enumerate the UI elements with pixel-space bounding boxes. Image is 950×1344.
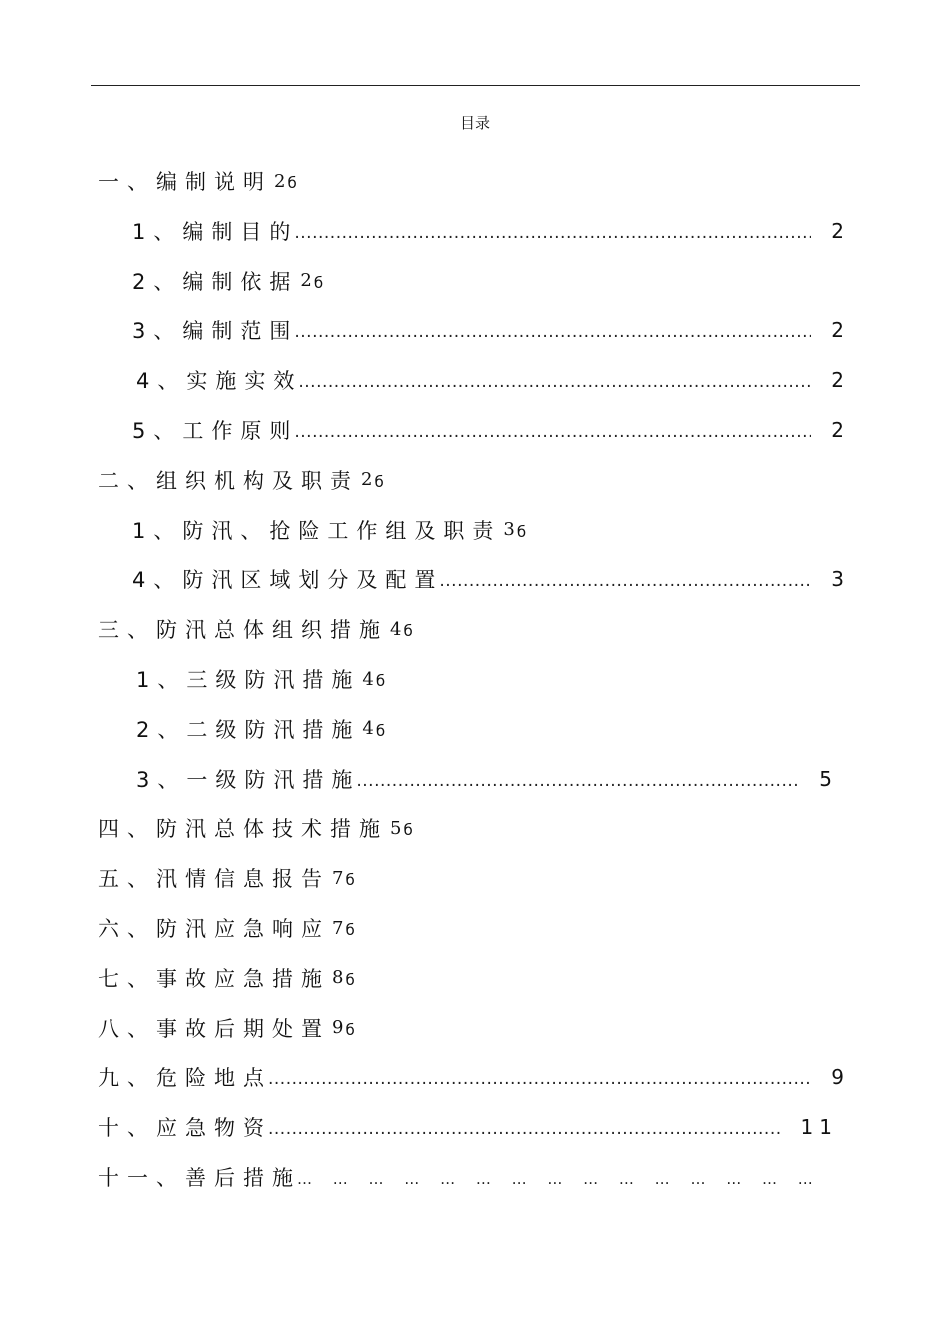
toc-entry[interactable] xyxy=(0,803,950,853)
toc-entry-label: 1、三级防汛措施 xyxy=(136,668,361,692)
toc-entry[interactable] xyxy=(0,355,850,405)
toc-entry[interactable] xyxy=(0,853,950,903)
toc-entry-page: 2 xyxy=(361,469,375,491)
toc-entry-label: 3、编制范围 xyxy=(132,319,299,344)
toc-entry-label: 十、应急物资 xyxy=(98,1116,272,1141)
toc-entry-page: 3 xyxy=(831,567,850,592)
toc-entry-page: 5 xyxy=(390,817,404,839)
paragraph-mark-icon: б xyxy=(375,721,394,740)
toc-entry[interactable] xyxy=(0,1052,850,1102)
toc-entry[interactable] xyxy=(0,156,950,206)
toc-entry-page: 9 xyxy=(831,1065,850,1090)
toc-entry-page: 2 xyxy=(831,218,850,243)
toc-entry-label: 2、二级防汛措施 xyxy=(136,717,361,742)
paragraph-mark-icon: б xyxy=(287,174,305,192)
toc-entry[interactable] xyxy=(0,704,950,754)
toc-entry-label: 3、一级防汛措施 xyxy=(136,767,361,792)
paragraph-mark-icon: б xyxy=(516,522,535,541)
toc-entry-page: 4 xyxy=(390,618,404,640)
toc-entry-label: 十一、善后措施 xyxy=(98,1166,301,1190)
toc-entry-label: 九、危险地点 xyxy=(98,1066,272,1091)
toc-entry-leader xyxy=(298,372,811,392)
toc-entry-page: 3 xyxy=(503,519,517,541)
toc-entry-page: 9 xyxy=(332,1017,346,1039)
toc-entry-leader xyxy=(268,1069,811,1089)
paragraph-mark-icon: б xyxy=(403,821,421,840)
toc-entry-label: 五、汛情信息报告 xyxy=(98,867,330,892)
toc-entry-page: 7 xyxy=(332,867,346,889)
toc-entry-page: 2 xyxy=(831,418,850,442)
toc-entry-page: 2 xyxy=(300,270,314,292)
toc-entry-page: 2 xyxy=(274,170,288,192)
toc-entry[interactable] xyxy=(0,754,838,804)
toc-entry[interactable] xyxy=(0,455,950,505)
toc-entry-label: 二、组织机构及职责 xyxy=(98,468,359,493)
toc-entry-leader xyxy=(294,223,811,243)
paragraph-mark-icon: б xyxy=(345,921,363,939)
toc-entry-label: 一、编制说明 xyxy=(98,170,272,194)
toc-entry[interactable] xyxy=(0,1102,838,1152)
toc-entry-page: 7 xyxy=(332,917,346,939)
paragraph-mark-icon: б xyxy=(345,1020,363,1039)
toc-entry[interactable] xyxy=(0,953,950,1003)
toc-entry-leader xyxy=(268,1119,781,1139)
toc-entry-page: 4 xyxy=(362,668,376,690)
paragraph-mark-icon: б xyxy=(345,970,363,989)
toc-entry[interactable] xyxy=(0,1152,838,1202)
toc-entry-label: 四、防汛总体技术措施 xyxy=(98,817,388,842)
paragraph-mark-icon: б xyxy=(345,871,363,890)
toc-entry[interactable] xyxy=(0,654,950,704)
toc-entry-label: 1、防汛、抢险工作组及职责 xyxy=(132,518,502,543)
toc-entry-label: 4、防汛区域划分及配置 xyxy=(132,568,444,593)
toc-entry[interactable] xyxy=(0,903,950,953)
toc-entry[interactable] xyxy=(0,206,850,256)
toc-entry-label: 1、编制目的 xyxy=(132,219,299,244)
toc-entry-leader xyxy=(297,1169,818,1189)
toc-entry-label: 八、事故后期处置 xyxy=(98,1016,330,1041)
toc-entry[interactable] xyxy=(0,256,950,306)
toc-entry-page: 2 xyxy=(831,318,850,343)
header-rule xyxy=(91,85,860,86)
toc-entry-leader xyxy=(439,571,811,591)
toc-entry[interactable] xyxy=(0,554,850,604)
toc-title: 目录 xyxy=(459,114,490,132)
paragraph-mark-icon: б xyxy=(403,622,421,641)
toc-entry-page: 4 xyxy=(362,718,376,740)
toc-entry-label: 4、实施实效 xyxy=(136,369,303,394)
paragraph-mark-icon: б xyxy=(313,273,332,292)
toc-entry[interactable] xyxy=(0,305,850,355)
toc-entry-label: 七、事故应急措施 xyxy=(98,966,330,991)
toc-entry-page: 2 xyxy=(831,368,850,393)
toc-entry[interactable] xyxy=(0,1003,950,1053)
toc-entry-label: 三、防汛总体组织措施 xyxy=(98,618,388,643)
paragraph-mark-icon: б xyxy=(374,472,392,491)
paragraph-mark-icon: б xyxy=(375,672,394,690)
toc-entry-leader xyxy=(294,422,811,442)
toc-entry-page: 8 xyxy=(332,967,346,989)
toc-entry[interactable] xyxy=(0,505,950,555)
toc-entry-label: 2、编制依据 xyxy=(132,269,299,294)
toc-entry[interactable] xyxy=(0,405,850,455)
toc-entry-page: 11 xyxy=(800,1115,838,1140)
toc-entry-label: 5、工作原则 xyxy=(132,419,299,443)
toc-entry-label: 六、防汛应急响应 xyxy=(98,917,330,941)
toc-entry-leader xyxy=(356,771,799,791)
toc-entry-page: 5 xyxy=(819,766,838,791)
toc-entry-leader xyxy=(294,322,811,342)
toc-entry[interactable] xyxy=(0,604,950,654)
